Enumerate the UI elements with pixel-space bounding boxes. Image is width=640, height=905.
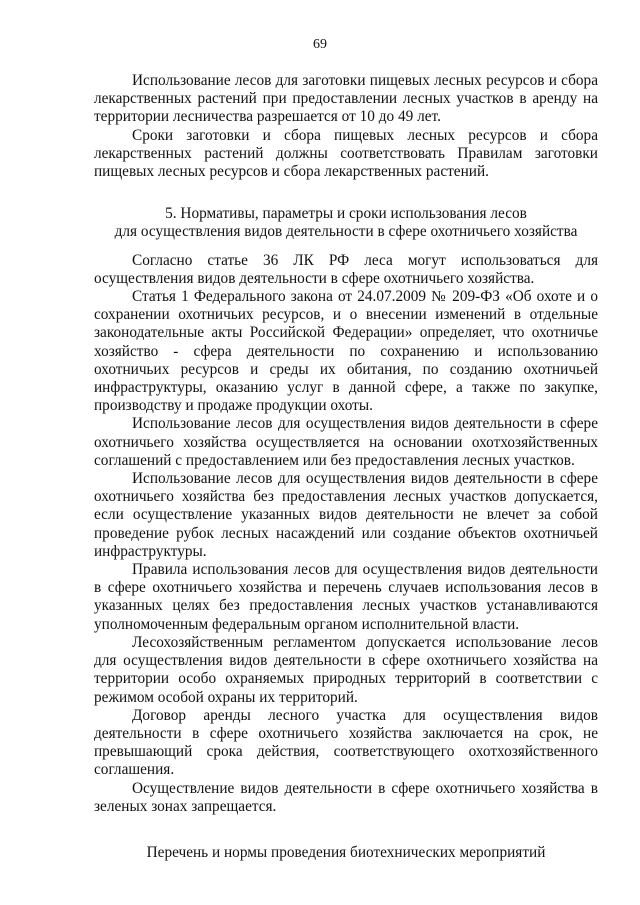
paragraph: Правила использования лесов для осуществления видов деятельности в сфере охотничьего хозяйства и перечень случаев использования лесов в указанных целях без предоставления лесных участков устанавливаются уполномоченным федеральным органом исполнительной власти. bbox=[94, 561, 598, 633]
paragraph: Использование лесов для осуществления видов деятельности в сфере охотничьего хозяйства осуществляется на основании охотхозяйственных соглашений с предоставлением или без предоставления лесных участков. bbox=[94, 415, 598, 469]
subsection-heading: Перечень и нормы проведения биотехнических мероприятий bbox=[146, 843, 546, 861]
paragraph: Статья 1 Федерального закона от 24.07.2009 № 209-ФЗ «Об охоте и о сохранении охотничьих ресурсов, и о внесении изменений в отдельные законодательные акты Российской Федерации» определяет, что охотничье хозяйство - сфера деятельности по сохранению и использованию охотничьих ресурсов и среды их обитания, по созданию охотничьей инфраструктуры, оказанию услуг в данной сфере, а также по закупке, производству и продаже продукции охоты. bbox=[94, 288, 598, 415]
paragraph: Согласно статье 36 ЛК РФ леса могут использоваться для осуществления видов деятельности в сфере охотничьего хозяйства. bbox=[94, 251, 598, 287]
section-heading-line: для осуществления видов деятельности в сфере охотничьего хозяйства bbox=[114, 223, 578, 241]
paragraph: Договор аренды лесного участка для осуществления видов деятельности в сфере охотничьего хозяйства заключается на срок, не превышающий срока действия, соответствующего охотхозяйственного соглашения. bbox=[94, 706, 598, 779]
section-heading-line: 5. Нормативы, параметры и сроки использования лесов bbox=[165, 205, 527, 223]
paragraph: Использование лесов для осуществления видов деятельности в сфере охотничьего хозяйства без предоставления лесных участков допускается, если осуществление указанных видов деятельности не влечет за собой проведение рубок лесных насаждений или создание объектов охотничьей инфраструктуры. bbox=[94, 470, 598, 560]
paragraph: Использование лесов для заготовки пищевых лесных ресурсов и сбора лекарственных растений при предоставлении лесных участков в аренду на территории лесничества разрешается от 10 до 49 лет. bbox=[94, 72, 598, 126]
paragraph: Осуществление видов деятельности в сфере охотничьего хозяйства в зеленых зонах запрещается. bbox=[94, 779, 598, 815]
paragraph: Сроки заготовки и сбора пищевых лесных ресурсов и сбора лекарственных растений должны соответствовать Правилам заготовки пищевых лесных ресурсов и сбора лекарственных растений. bbox=[94, 126, 598, 181]
paragraph: Лесохозяйственным регламентом допускается использование лесов для осуществления видов деятельности в сфере охотничьего хозяйства на территории особо охраняемых природных территорий в соответствии с режимом особой охраны их территорий. bbox=[94, 633, 598, 706]
document-body bbox=[94, 72, 598, 862]
section-heading bbox=[94, 205, 598, 241]
page-number: 69 bbox=[313, 37, 327, 52]
